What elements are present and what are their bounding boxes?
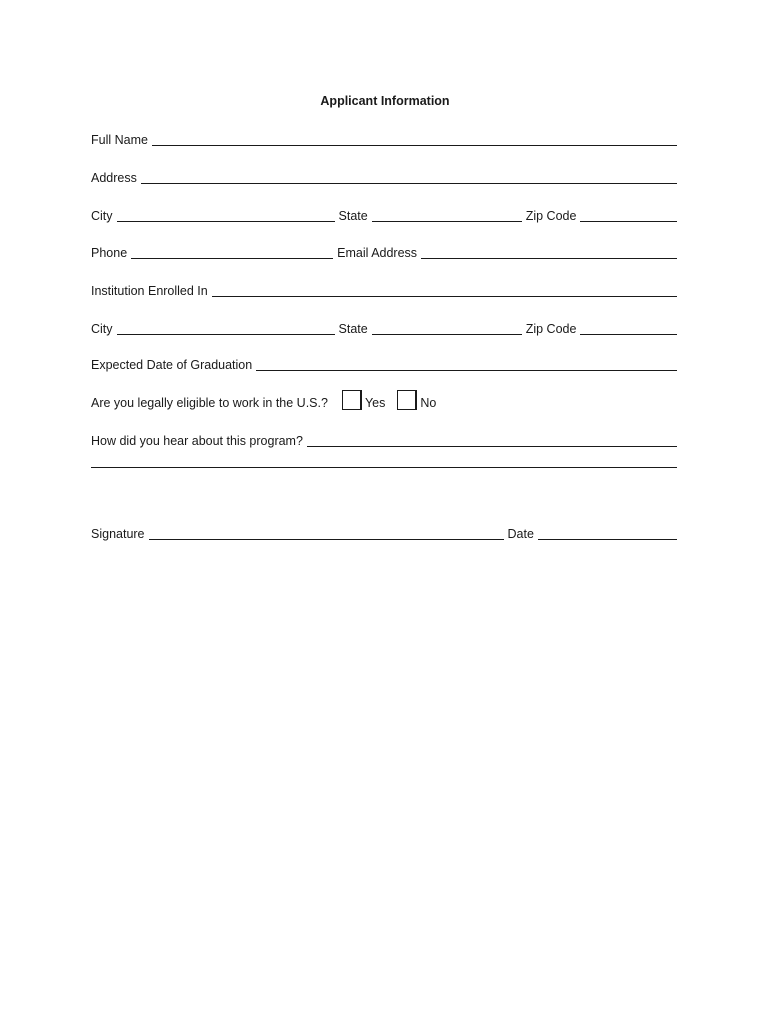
phone-field[interactable] — [131, 246, 333, 259]
email-address-label: Email Address — [337, 246, 418, 260]
zip-code-field[interactable] — [580, 209, 677, 222]
state-field[interactable] — [372, 209, 522, 222]
referral-row — [91, 431, 677, 449]
signature-date-row — [91, 524, 677, 542]
eligibility-question: Are you legally eligible to work in the U.S.? — [91, 396, 328, 410]
yes-checkbox[interactable] — [342, 390, 362, 410]
city-field[interactable] — [117, 209, 335, 222]
yes-label: Yes — [364, 396, 386, 410]
eligibility-row — [91, 389, 677, 411]
institution-city-state-zip-row — [91, 319, 677, 337]
address-field[interactable] — [141, 171, 677, 184]
institution-label: Institution Enrolled In — [91, 284, 208, 298]
referral-field[interactable] — [307, 434, 677, 447]
institution-state-label: State — [338, 322, 368, 336]
city-state-zip-row — [91, 206, 677, 224]
no-checkbox[interactable] — [397, 390, 417, 410]
institution-state-field[interactable] — [372, 322, 522, 335]
referral-field-continued[interactable] — [91, 455, 677, 468]
address-label: Address — [91, 171, 137, 185]
phone-label: Phone — [91, 246, 128, 260]
institution-field[interactable] — [212, 284, 677, 297]
institution-city-label: City — [91, 322, 113, 336]
institution-city-field[interactable] — [117, 322, 335, 335]
email-address-field[interactable] — [421, 246, 677, 259]
graduation-date-field[interactable] — [256, 358, 677, 371]
institution-zip-code-label: Zip Code — [525, 322, 577, 336]
state-label: State — [338, 209, 368, 223]
full-name-row — [91, 130, 677, 148]
address-row — [91, 168, 677, 186]
full-name-label: Full Name — [91, 133, 148, 147]
city-label: City — [91, 209, 113, 223]
referral-continuation-row — [91, 452, 677, 470]
no-label: No — [420, 396, 437, 410]
graduation-date-label: Expected Date of Graduation — [91, 358, 253, 372]
zip-code-label: Zip Code — [525, 209, 577, 223]
graduation-row — [91, 355, 677, 373]
form-title: Applicant Information — [320, 94, 450, 108]
institution-row — [91, 281, 677, 299]
signature-label: Signature — [91, 527, 145, 541]
institution-zip-code-field[interactable] — [580, 322, 677, 335]
date-label: Date — [507, 527, 534, 541]
referral-label: How did you hear about this program? — [91, 434, 303, 448]
phone-email-row — [91, 243, 677, 261]
date-field[interactable] — [538, 527, 677, 540]
signature-field[interactable] — [149, 527, 504, 540]
full-name-field[interactable] — [152, 133, 677, 146]
